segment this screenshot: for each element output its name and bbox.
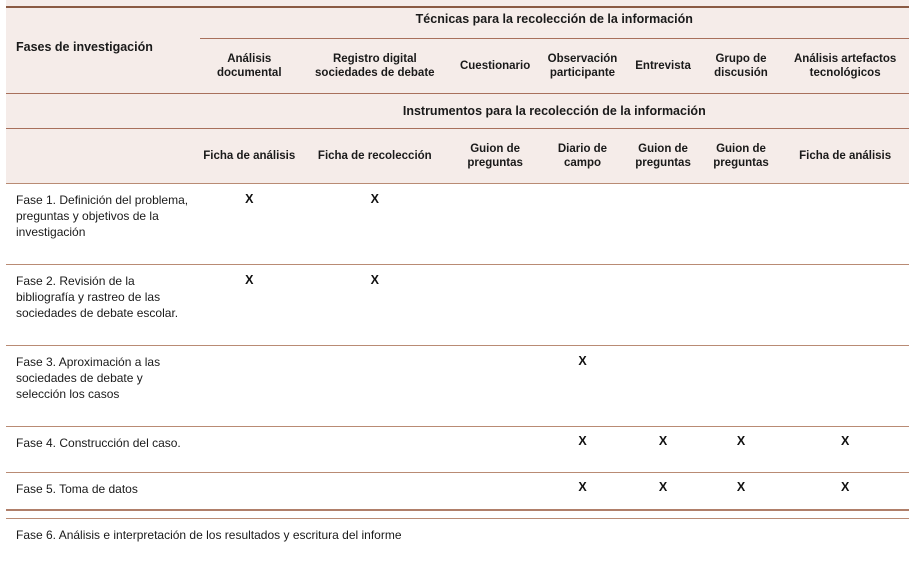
cell-mark <box>451 473 540 519</box>
cell-mark: X <box>625 473 700 519</box>
header-row-instruments-columns <box>6 129 909 184</box>
cell-mark: X <box>781 473 909 519</box>
table-row <box>6 184 909 265</box>
table-row <box>6 265 909 346</box>
col-header-diario-campo: Diario de campo <box>540 129 626 184</box>
col-header-analisis-artefactos: Análisis artefactos tecnológicos <box>781 39 909 94</box>
col-header-cuestionario: Cuestionario <box>451 39 540 94</box>
cell-mark <box>701 265 782 346</box>
col-header-ficha-analisis: Ficha de análisis <box>200 129 299 184</box>
cell-mark <box>781 346 909 427</box>
col-header-guion-preguntas-3: Guion de preguntas <box>701 129 782 184</box>
cell-mark <box>781 265 909 346</box>
cell-mark <box>299 427 451 473</box>
table-bottom-rule <box>6 509 909 511</box>
phase-label: Fase 3. Aproximación a las sociedades de debate y selección los casos <box>6 346 200 427</box>
cell-mark <box>299 473 451 519</box>
phase-label: Fase 4. Construcción del caso. <box>6 427 200 473</box>
cell-mark <box>451 346 540 427</box>
cell-mark <box>200 427 299 473</box>
cell-mark: X <box>200 184 299 265</box>
stub-header-fases: Fases de investigación <box>6 0 200 94</box>
cell-mark: X <box>701 473 782 519</box>
stub-header-spacer-2 <box>6 129 200 184</box>
col-header-ficha-recoleccion: Ficha de recolección <box>299 129 451 184</box>
cell-mark <box>781 184 909 265</box>
table-top-rule <box>6 6 909 8</box>
cell-mark <box>299 346 451 427</box>
col-header-guion-preguntas-1: Guion de preguntas <box>451 129 540 184</box>
cell-mark: X <box>701 427 782 473</box>
col-header-grupo-discusion: Grupo de discusión <box>701 39 782 94</box>
cell-mark: X <box>540 346 626 427</box>
cell-mark <box>451 265 540 346</box>
cell-mark <box>625 265 700 346</box>
stub-header-spacer <box>6 94 200 129</box>
cell-mark <box>540 265 626 346</box>
cell-mark <box>451 427 540 473</box>
phase-label: Fase 5. Toma de datos <box>6 473 200 519</box>
cell-mark: X <box>540 427 626 473</box>
col-header-analisis-documental: Análisis documental <box>200 39 299 94</box>
col-header-observacion-participante: Observación participante <box>540 39 626 94</box>
cell-mark: X <box>625 427 700 473</box>
col-header-entrevista: Entrevista <box>625 39 700 94</box>
cell-mark <box>540 184 626 265</box>
cell-mark <box>625 184 700 265</box>
cell-mark: X <box>299 265 451 346</box>
col-header-guion-preguntas-2: Guion de preguntas <box>625 129 700 184</box>
cell-mark: X <box>781 427 909 473</box>
group-header-tecnicas: Técnicas para la recolección de la información <box>200 0 909 39</box>
table-row-full-width <box>6 519 909 565</box>
col-header-registro-digital: Registro digital sociedades de debate <box>299 39 451 94</box>
cell-mark <box>701 184 782 265</box>
phase-label-fase6: Fase 6. Análisis e interpretación de los resultados y escritura del informe <box>6 519 909 565</box>
table-body <box>6 184 909 565</box>
matrix-table <box>6 0 909 565</box>
cell-mark: X <box>299 184 451 265</box>
table-row <box>6 473 909 519</box>
table-header <box>6 0 909 184</box>
cell-mark <box>200 346 299 427</box>
table-row <box>6 346 909 427</box>
cell-mark <box>701 346 782 427</box>
table-row <box>6 427 909 473</box>
header-row-instruments-title <box>6 94 909 129</box>
cell-mark <box>200 473 299 519</box>
cell-mark <box>451 184 540 265</box>
cell-mark: X <box>540 473 626 519</box>
col-header-ficha-analisis-2: Ficha de análisis <box>781 129 909 184</box>
cell-mark <box>625 346 700 427</box>
phase-label: Fase 2. Revisión de la bibliografía y rastreo de las sociedades de debate escolar. <box>6 265 200 346</box>
phase-label: Fase 1. Definición del problema, preguntas y objetivos de la investigación <box>6 184 200 265</box>
group-header-instrumentos: Instrumentos para la recolección de la información <box>200 94 909 129</box>
cell-mark: X <box>200 265 299 346</box>
